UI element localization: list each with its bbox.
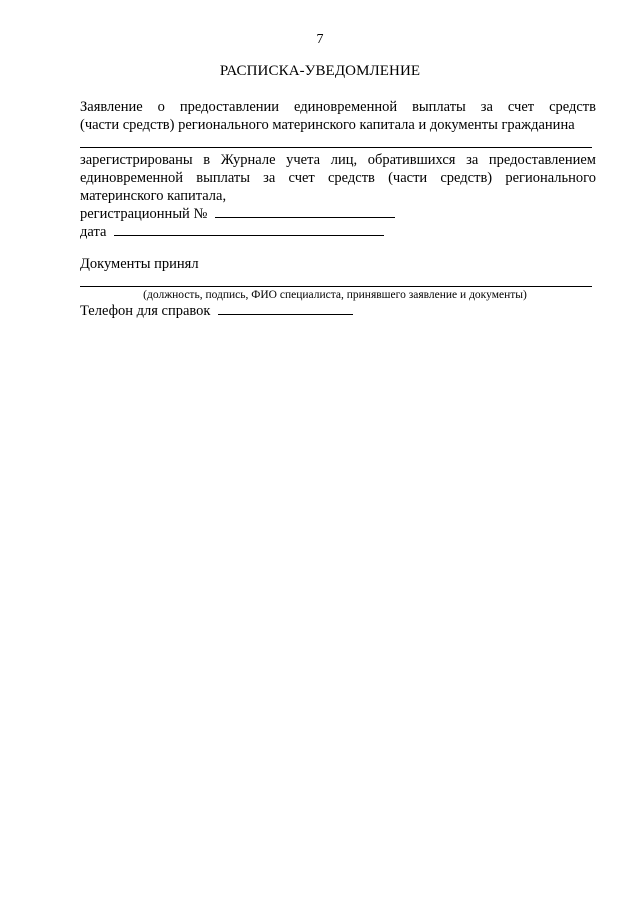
date-field[interactable] bbox=[114, 223, 384, 236]
accepted-by-row bbox=[80, 255, 596, 273]
accepted-by-caption: (должность, подпись, ФИО специалиста, принявшего заявление и документы) bbox=[143, 289, 527, 301]
reg-number-field[interactable] bbox=[215, 205, 395, 218]
date-label: дата bbox=[80, 224, 107, 240]
phone-label: Телефон для справок bbox=[80, 303, 211, 319]
statement-paragraph bbox=[80, 98, 596, 134]
phone-row bbox=[80, 302, 596, 320]
accepted-by-label: Документы принял bbox=[80, 256, 199, 272]
reg-number-row bbox=[80, 205, 596, 223]
citizen-name-field-line[interactable] bbox=[80, 147, 592, 148]
registration-line-3: материнского капитала, bbox=[80, 188, 227, 204]
page-number: 7 bbox=[316, 32, 324, 47]
registration-paragraph bbox=[80, 151, 596, 241]
accepted-by-field-line[interactable] bbox=[80, 286, 592, 287]
phone-field[interactable] bbox=[218, 302, 353, 315]
statement-line-1: Заявление о предоставлении единовременной выплаты за счет средств bbox=[80, 99, 596, 115]
registration-line-1: зарегистрированы в Журнале учета лиц, обратившихся за предоставлением bbox=[80, 152, 596, 168]
registration-line-2: единовременной выплаты за счет средств (части средств) регионального bbox=[80, 170, 596, 186]
document-title: РАСПИСКА-УВЕДОМЛЕНИЕ bbox=[219, 63, 421, 79]
reg-number-label: регистрационный № bbox=[80, 206, 208, 222]
date-row bbox=[80, 223, 596, 241]
statement-line-2: (части средств) регионального материнского капитала и документы гражданина bbox=[80, 117, 575, 133]
